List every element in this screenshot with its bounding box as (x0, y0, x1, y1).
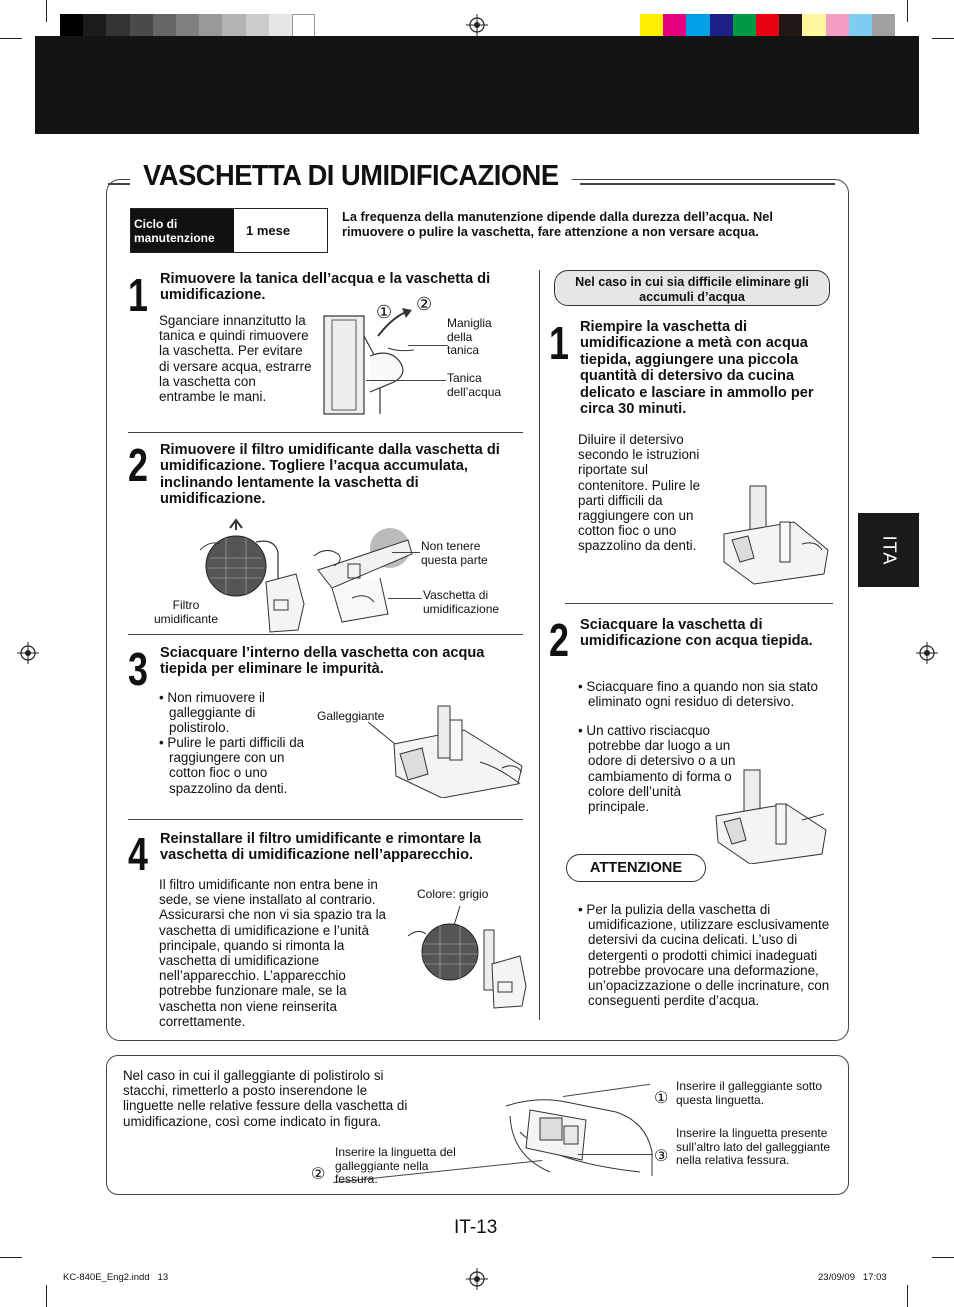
rinse-tray-illustration (714, 766, 832, 864)
print-date: 23/09/09 17:03 (818, 1272, 887, 1283)
leader-line (408, 345, 448, 346)
callout-circle-2: ② (311, 1166, 326, 1183)
section-title: VASCHETTA DI UMIDIFICAZIONE (130, 160, 572, 193)
float-insertion-illustration (500, 1076, 660, 1180)
language-tab (858, 513, 919, 587)
crop-mark (907, 0, 908, 22)
crop-mark (907, 1285, 908, 1307)
leader-line (388, 598, 422, 599)
title-rule-right (580, 183, 835, 185)
color-swatch (199, 14, 222, 37)
step-2-heading: Rimuovere il filtro umidificante dalla vaschetta di umidificazione. Togliere l’acqua accumulata, inclinando lentamente la vaschetta di umidificazione. (160, 442, 500, 508)
color-swatch (269, 14, 292, 37)
registration-mark-top (466, 14, 488, 36)
difficult-deposits-banner: Nel caso in cui sia difficile eliminare gli accumuli d’acqua (554, 270, 830, 306)
crop-mark (46, 0, 47, 22)
callout-circle-1: ① (376, 302, 393, 322)
title-rule-left (108, 183, 132, 185)
leader-line (366, 380, 446, 381)
step-1-body: Sganciare innanzitutto la tanica e quindi rimuovere la vaschetta. Per evitare di versare acqua, estrarre la vaschetta con entrambe le mani. (159, 313, 312, 405)
color-swatch (640, 14, 663, 37)
color-swatch (246, 14, 269, 37)
right-step-2-number: 2 (549, 614, 569, 666)
page-number: IT-13 (454, 1217, 498, 1238)
leader-line (578, 1154, 653, 1155)
color-swatch (686, 14, 709, 37)
filter-reinstall-illustration (402, 902, 528, 1014)
registration-mark-left (17, 642, 39, 664)
callout-circle-3: ③ (654, 1148, 669, 1165)
step-4-number: 4 (128, 828, 148, 880)
step-3-heading: Sciacquare l’interno della vaschetta con acqua tiepida per eliminare le impurità. (160, 645, 485, 678)
right-step-1-heading: Riempire la vaschetta di umidificazione a metà con acqua tiepida, aggiungere una piccola quantità di detersivo da cucina delicato e lasciare in ammollo per circa 30 minuti. (580, 319, 814, 418)
color-swatch (802, 14, 825, 37)
water-tank-label: Tanica dell’acqua (447, 371, 502, 399)
step-3-number: 3 (128, 643, 148, 695)
callout-2-text: Inserire la linguetta del galleggiante nella fessura. (335, 1145, 456, 1186)
color-swatch (222, 14, 245, 37)
warning-text: • Per la pulizia della vaschetta di umidificazione, utilizzare esclusivamente detersivi da cucina delicati. L’uso di detergenti o prodotti chimici inadeguati potrebbe provocare una deformazione, un’opacizzazione o delle incrinature, con conseguenti perdite d’acqua. (578, 902, 830, 1009)
registration-mark-bottom (466, 1268, 488, 1290)
maintenance-cycle-box (130, 208, 328, 253)
maintenance-cycle-label: Ciclo di manutenzione (131, 209, 234, 252)
step-3-bullet: • Non rimuovere il galleggiante di polistirolo. (159, 690, 265, 736)
right-step-2-bullet: • Un cattivo risciacquo potrebbe dar luogo a un odore di detersivo o a un cambiamento di forma o colore dell’unità principale. (578, 723, 736, 815)
color-swatch (733, 14, 756, 37)
color-swatch (176, 14, 199, 37)
humidifier-tray-label: Vaschetta di umidificazione (423, 588, 500, 616)
registration-mark-right (916, 642, 938, 664)
color-swatch (663, 14, 686, 37)
tray-tilting-illustration (312, 526, 424, 626)
step-1-number: 1 (128, 269, 148, 321)
maintenance-cycle-value: 1 mese (246, 223, 291, 238)
header-band (35, 36, 919, 134)
crop-mark (932, 1257, 954, 1258)
step-divider (128, 432, 523, 433)
color-gray-label: Colore: grigio (417, 887, 489, 901)
intro-text: La frequenza della manutenzione dipende dalla durezza dell’acqua. Nel rimuovere o pulire la vaschetta, fare attenzione a non versare acqua. (342, 209, 773, 239)
step-4-body: Il filtro umidificante non entra bene in sede, se viene installato al contrario. Assicurarsi che non vi sia spazio tra la vaschetta di umidificazione e l’unità principale, quando si rimonta la vaschetta di umidificazione nell’apparecchio. L’apparecchio potrebbe funzionare male, se la vaschetta non viene reinserita correttamente. (159, 877, 386, 1029)
crop-mark (0, 38, 22, 39)
right-step-1-number: 1 (549, 317, 569, 369)
color-swatch (849, 14, 872, 37)
warning-badge: ATTENZIONE (566, 854, 706, 882)
color-swatch (756, 14, 779, 37)
file-slug: KC-840E_Eng2.indd 13 (63, 1272, 169, 1283)
float-note-text: Nel caso in cui il galleggiante di polistirolo si stacchi, rimetterlo a posto inserendone le linguette nelle relative fessure della vaschetta di umidificazione, così come indicato in figura. (123, 1068, 408, 1129)
crop-mark (932, 38, 954, 39)
step-divider (128, 819, 523, 820)
color-swatch (292, 14, 315, 37)
no-hold-label: Non tenere questa parte (421, 539, 488, 567)
step-2-number: 2 (128, 439, 148, 491)
color-swatch (60, 14, 83, 37)
color-swatch (153, 14, 176, 37)
callout-3-text: Inserire la linguetta presente sull’altro lato del galleggiante nella relativa fessura. (676, 1126, 831, 1167)
tank-handle-label: Maniglia della tanica (447, 316, 492, 357)
column-divider (539, 270, 540, 1020)
language-tab-label: ITA (878, 535, 899, 565)
crop-mark (46, 1285, 47, 1307)
step-4-heading: Reinstallare il filtro umidificante e rimontare la vaschetta di umidificazione nell’apparecchio. (160, 831, 482, 864)
color-swatch (710, 14, 733, 37)
humidifier-filter-label: Filtro umidificante (153, 598, 219, 626)
step-1-heading: Rimuovere la tanica dell’acqua e la vaschetta di umidificazione. (160, 271, 491, 304)
color-swatch (106, 14, 129, 37)
float-label: Galleggiante (317, 709, 385, 723)
step-divider (565, 603, 833, 604)
callout-circle-2: ② (416, 294, 433, 314)
color-swatch (130, 14, 153, 37)
tray-rinse-illustration (350, 704, 528, 798)
soak-tray-illustration (720, 482, 832, 588)
callout-circle-1: ① (654, 1090, 669, 1107)
callout-1-text: Inserire il galleggiante sotto questa linguetta. (676, 1079, 823, 1107)
color-swatch (83, 14, 106, 37)
right-step-1-body: Diluire il detersivo secondo le istruzioni riportate sul contenitore. Pulire le parti difficili da raggiungere con un cotton fioc o uno spazzolino da denti. (578, 432, 701, 554)
step-divider (128, 634, 523, 635)
color-swatch (826, 14, 849, 37)
step-3-bullet: • Pulire le parti difficili da raggiungere con un cotton fioc o uno spazzolino da denti. (159, 735, 305, 796)
right-step-2-bullet: • Sciacquare fino a quando non sia stato eliminato ogni residuo di detersivo. (578, 679, 818, 710)
color-swatch (872, 14, 895, 37)
crop-mark (0, 1257, 22, 1258)
leader-line (392, 552, 420, 553)
color-swatch (779, 14, 802, 37)
right-step-2-heading: Sciacquare la vaschetta di umidificazione con acqua tiepida. (580, 617, 813, 650)
